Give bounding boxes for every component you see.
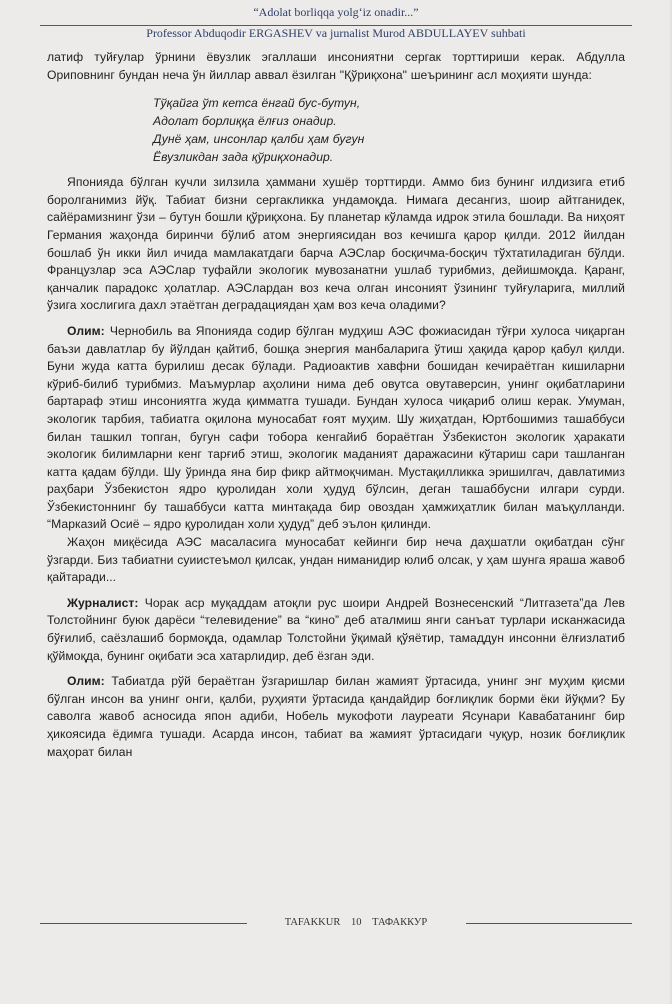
speaker-label: Олим: [67,323,105,338]
header-subtitle: Professor Abduqodir ERGASHEV va jurnalist Murod ABDULLAYEV suhbati [146,26,526,40]
article-body [47,49,625,761]
poem-line: Тўқайга ўт кетса ёнгай бус-бутун, [153,96,361,111]
speaker-label: Олим: [67,674,105,689]
footer-rule-right [466,923,632,924]
poem-line: Адолат борлиққа ёлғиз онадир. [153,114,337,129]
paragraph-text: Чернобиль ва Японияда содир бўлган мудҳиш АЭС фожиасидан тўғри хулоса чиқарган баъзи давлатлар бу йўлдан қайтиб, бошқа энергия манбаларига ўтиш ҳақида қарор қабул қилди. Буни жуда катта бурилиш десак бўлади. Радиоактив хавфни бошидан кечираётган кишиларни кўриб-билиб турибмиз. Маъмурлар аҳолини нима деб овутса овутаверсин, унинг оқибатларини бартараф этиш инсониятга жуда қимматга тушади. Бундан хулоса чиқариб олиш керак. Умуман, экологик тарбия, табиатга оқилона муносабат ғоят муҳим. Шу жиҳатдан, Юртбошимиз ташаббуси билан ташкил топган, бугун сафи тобора кенгайиб бораётган Ўзбекистон экологик ҳаракати экологик билимларни кенг тарғиб этиш, экологик маданият даражасини кўтариш сари ташланган катта қадам бўлди. Шу ўринда яна бир фикр айтмоқчиман. Мустақилликка эришилгач, давлатимиз раҳбари Ўзбекистон ядро қуролидан холи ҳудуд бўлсин, деган ташаббусни илгари сурди. Ўзбекистоннинг бу ташаббуси катта минтақада бир овоздан ҳамжиҳатлик билан маъқулланди. “Марказий Осиё – ядро қуролидан холи ҳудуд” деб эълон қилинди. [47,323,625,532]
paragraph [47,174,625,315]
footer-left-label: TAFAKKUR [284,917,341,928]
page-number: 10 [350,917,362,928]
paragraph [47,534,625,587]
spacer [47,587,625,595]
footer-rule-left [40,923,247,924]
speaker-label: Журналист: [67,595,139,610]
paragraph [47,673,625,761]
poem-quote [153,94,625,166]
paragraph-text: Японияда бўлган кучли зилзила ҳаммани хушёр торттирди. Аммо биз бунинг илдизига етиб боролганимиз йўқ. Табиат бизни сергакликка ундамоқда. Нимага десангиз, шоир айтганидек, сайёрамизнинг ўзи – бутун бошли қўриқхона. Бу планетар кўламда идрок этила бошлади. Ва ниҳоят Германия жаҳонда биринчи бўлиб атом энергиясидан воз кечишга қарор қилди. 2012 йилдан бошлаб ўн икки йил ичида мамлакатдаги барча АЭСлар босқичма-босқич тўхтатиладиган бўлди. Французлар эса АЭСлар туфайли экологик мувозанатни ушлаб турибмиз, дейишмоқда. Қаранг, қанчалик парадокс ҳолатлар. АЭСлардан воз кеча олган инсоният ўзининг туйғуларига, миллий ўзига хослигига дахл этаётган деградациядан ҳам воз кеча оладими? [47,175,625,313]
spacer [47,665,625,673]
footer-right-label: ТАФАККУР [372,917,428,928]
paragraph-text: Чорак аср муқаддам атоқли рус шоири Андрей Вознесенский “Литгазета”да Лев Толстойнинг буюк дарёси “телевидение” ва “кино” деб аталмиш янги санъат турлари исканжасида бўғилиб, саёзлашиб бормоқда, одамлар Толстойни ўқимай қўяётир, тамаддун инсонни ёлғизлатиб қўймоқда, бунинг оқибати эса хатарлидир, деб ёзган эди. [47,595,625,663]
footer-text [251,914,461,932]
paragraph-text: Жаҳон миқёсида АЭС масаласига муносабат кейинги бир неча даҳшатли оқибатдан сўнг ўзгарди. Биз табиатни суиистеъмол қилсак, ундан ниманидир юлиб олсак, у ҳам шунга яраша жавоб қайтаради... [47,535,625,585]
spacer [47,166,625,174]
paragraph-text: Табиатда рўй бераётган ўзгаришлар билан жамият ўртасида, унинг энг муҳим қисми бўлган инсон ва унинг онги, қалби, руҳияти ўртасида қандайдир боғлиқлик борми ёки йўқми? Бу саволга жавоб асносида япон адиби, Нобель мукофоти лауреати Ясунари Кавабатанинг бир ҳикоясида ёдимга тушади. Асарда инсон, табиат ва жамият ўртасидаги чуқур, нозик боғлиқлик маҳорат билан [47,674,625,759]
paragraph-text: латиф туйғулар ўрнини ёвузлик эгаллаши инсониятни сергак торттириши керак. Абдулла Ориповнинг бундан неча ўн йиллар аввал ёзилган "Қўриқхона" шеърининг асл моҳияти шунда: [47,50,625,82]
paragraph [47,49,625,84]
spacer [47,315,625,323]
header-title: “Adolat borliqqa yolg‘iz onadir...” [253,5,419,19]
paragraph [47,595,625,665]
poem-line: Дунё ҳам, инсонлар қалби ҳам бугун [153,132,365,147]
running-header [40,5,632,43]
paragraph [47,323,625,534]
page-footer [40,914,632,932]
poem-line: Ёвузликдан зада қўриқхонадир. [153,150,334,165]
